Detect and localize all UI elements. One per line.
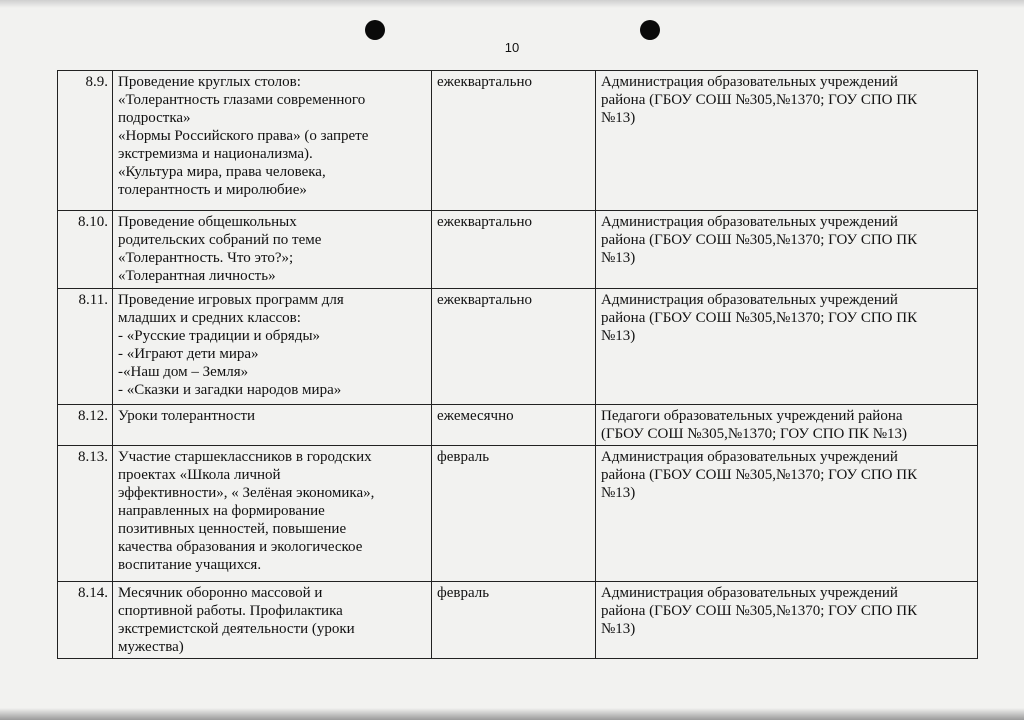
responsible-line: района (ГБОУ СОШ №305,№1370; ГОУ СПО ПК (601, 232, 918, 248)
event-line: Уроки толерантности (118, 408, 256, 424)
event-line: экстремизма и национализма). (118, 146, 313, 162)
responsible-cell (596, 71, 978, 211)
table-row (58, 71, 978, 211)
punch-hole-right (640, 20, 660, 40)
event-line: -«Наш дом – Земля» (118, 364, 249, 380)
responsible-line: Администрация образовательных учреждений (601, 74, 898, 90)
responsible-line: района (ГБОУ СОШ №305,№1370; ГОУ СПО ПК (601, 310, 918, 326)
responsible-line: района (ГБОУ СОШ №305,№1370; ГОУ СПО ПК (601, 467, 918, 483)
event-line: воспитание учащихся. (118, 557, 262, 573)
event-line: Проведение игровых программ для (118, 292, 344, 308)
responsible-cell (596, 582, 978, 659)
event-line: «Нормы Российского права» (о запрете (118, 128, 369, 144)
table-row (58, 211, 978, 289)
event-line: «Толерантность глазами современного (118, 92, 366, 108)
responsible-line: Администрация образовательных учреждений (601, 449, 898, 465)
event-line: «Толерантность. Что это?»; (118, 250, 294, 266)
responsible-line: района (ГБОУ СОШ №305,№1370; ГОУ СПО ПК (601, 603, 918, 619)
event-line: Участие старшеклассников в городских (118, 449, 372, 465)
event-line: мужества) (118, 639, 184, 655)
activities-table (57, 70, 978, 659)
responsible-line: №13) (601, 250, 636, 266)
event-line: эффективности», « Зелёная экономика», (118, 485, 375, 501)
event-line: направленных на формирование (118, 503, 325, 519)
event-line: Проведение общешкольных (118, 214, 297, 230)
responsible-line: Педагоги образовательных учреждений района (601, 408, 903, 424)
responsible-cell (596, 405, 978, 446)
event-line: Месячник оборонно массовой и (118, 585, 323, 601)
item-number: 8.9. (58, 71, 113, 211)
event-cell (113, 446, 432, 582)
page-number: 10 (504, 40, 520, 55)
responsible-cell (596, 289, 978, 405)
event-line: - «Сказки и загадки народов мира» (118, 382, 342, 398)
event-line: родительских собраний по теме (118, 232, 322, 248)
responsible-line: №13) (601, 110, 636, 126)
event-line: позитивных ценностей, повышение (118, 521, 347, 537)
responsible-line: Администрация образовательных учреждений (601, 292, 898, 308)
responsible-line: (ГБОУ СОШ №305,№1370; ГОУ СПО ПК №13) (601, 426, 908, 442)
event-line: спортивной работы. Профилактика (118, 603, 343, 619)
event-line: - «Играют дети мира» (118, 346, 259, 362)
schedule-cell: ежеквартально (432, 71, 596, 211)
event-cell (113, 405, 432, 446)
responsible-line: Администрация образовательных учреждений (601, 214, 898, 230)
table-row (58, 446, 978, 582)
event-line: качества образования и экологическое (118, 539, 363, 555)
responsible-line: №13) (601, 328, 636, 344)
schedule-cell: ежемесячно (432, 405, 596, 446)
table-row (58, 405, 978, 446)
scan-shadow-bottom (0, 708, 1024, 720)
event-cell (113, 582, 432, 659)
responsible-cell (596, 446, 978, 582)
event-line: «Культура мира, права человека, (118, 164, 326, 180)
table-row (58, 289, 978, 405)
schedule-cell: ежеквартально (432, 289, 596, 405)
event-line: экстремистской деятельности (уроки (118, 621, 355, 637)
event-line: Проведение круглых столов: (118, 74, 301, 90)
scan-shadow-top (0, 0, 1024, 8)
event-line: подростка» (118, 110, 191, 126)
responsible-line: №13) (601, 621, 636, 637)
schedule-cell: февраль (432, 446, 596, 582)
event-cell (113, 71, 432, 211)
event-line: - «Русские традиции и обряды» (118, 328, 321, 344)
event-cell (113, 211, 432, 289)
item-number: 8.14. (58, 582, 113, 659)
event-cell (113, 289, 432, 405)
item-number: 8.11. (58, 289, 113, 405)
punch-hole-left (365, 20, 385, 40)
item-number: 8.12. (58, 405, 113, 446)
event-line: толерантность и миролюбие» (118, 182, 307, 198)
responsible-line: Администрация образовательных учреждений (601, 585, 898, 601)
item-number: 8.10. (58, 211, 113, 289)
event-line: проектах «Школа личной (118, 467, 281, 483)
item-number: 8.13. (58, 446, 113, 582)
responsible-line: района (ГБОУ СОШ №305,№1370; ГОУ СПО ПК (601, 92, 918, 108)
table-row (58, 582, 978, 659)
event-line: «Толерантная личность» (118, 268, 276, 284)
responsible-cell (596, 211, 978, 289)
schedule-cell: ежеквартально (432, 211, 596, 289)
event-line: младших и средних классов: (118, 310, 301, 326)
schedule-cell: февраль (432, 582, 596, 659)
responsible-line: №13) (601, 485, 636, 501)
